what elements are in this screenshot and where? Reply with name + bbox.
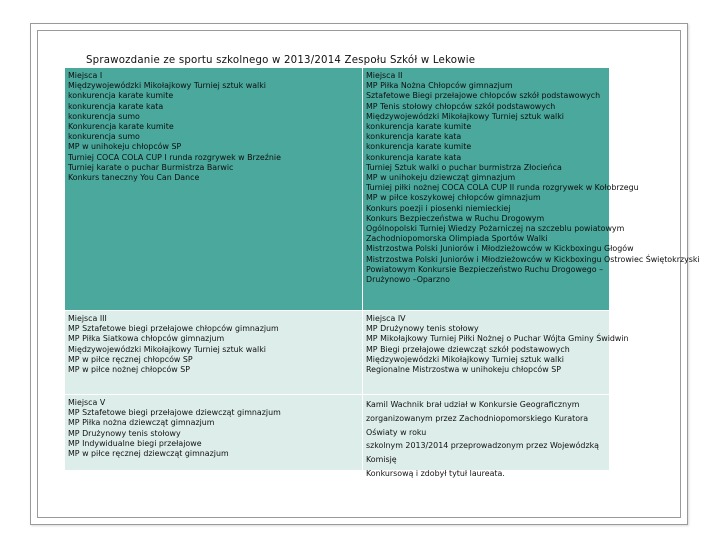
table-cell-line: Miejsca V [68, 398, 106, 407]
table-cell-line: MP Sztafetowe biegi przełajowe dziewcząt gimnazjum [68, 408, 281, 418]
table-cell-line: Mistrzostwa Polski Juniorów i Młodzieżowców w Kickboxingu Ostrowiec Świętokrzyski [366, 254, 700, 264]
slide-title: Sprawozdanie ze sportu szkolnego w 2013/2014 Zespołu Szkół w Lekowie [86, 55, 476, 66]
table-cell-line: konkurencja karate kata [366, 152, 462, 162]
table-cell-line: MP Biegi przełajowe dziewcząt szkół podstawowych [366, 344, 570, 354]
table-cell-line: Turniej COCA COLA CUP I runda rozgrywek w Brzeźnie [68, 152, 281, 162]
table-cell-line: MP Mikołajkowy Turniej Piłki Nożnej o Puchar Wójta Gminy Świdwin [366, 334, 629, 344]
table-cell-line: Konkurs poezji i piosenki niemieckiej [366, 203, 511, 213]
table-cell-first-places [65, 68, 362, 310]
table-cell-laureate-note [363, 395, 609, 478]
table-cell-line: konkurencja karate kata [366, 132, 462, 142]
table-cell-line: Turniej piłki nożnej COCA COLA CUP II runda rozgrywek w Kołobrzegu [366, 183, 639, 193]
table-cell-line: MP Sztafetowe biegi przełajowe chłopców gimnazjum [68, 324, 279, 334]
table-cell-line: Kamil Wachnik brał udział w Konkursie Geograficznym [366, 400, 580, 409]
table-cell-line: Międzywojewódzki Mikołajkowy Turniej sztuk walki [68, 344, 266, 354]
table-cell-line: MP w unihokeju chłopców SP [68, 142, 182, 152]
table-cell-fifth-places [65, 395, 362, 470]
table-cell-line: Zachodniopomorska Olimpiada Sportów Walki [366, 234, 548, 244]
table-cell-line: MP w piłce ręcznej chłopców SP [68, 354, 193, 364]
table-cell-line: Miejsca II [366, 71, 403, 80]
table-cell-line: MP w piłce nożnej chłopców SP [68, 365, 191, 375]
table-cell-line: Drużynowo –Oparzno [366, 275, 450, 285]
table-cell-line: Międzywojewódzki Mikołajkowy Turniej sztuk walki [68, 81, 266, 91]
table-cell-line: Miejsca IV [366, 314, 406, 323]
table-cell-line: MP Piłka nożna dziewcząt gimnazjum [68, 418, 215, 428]
table-cell-line: MP Drużynowy tenis stołowy [68, 428, 181, 438]
table-cell-line: MP Piłka Nożna Chłopców gimnazjum [366, 81, 513, 91]
table-cell-line: Międzywojewódzki Mikołajkowy Turniej sztuk walki [366, 111, 564, 121]
table-cell-line: Turniej Sztuk walki o puchar burmistrza Złocieńca [366, 162, 562, 172]
table-cell-line: Mistrzostwa Polski Juniorów i Młodzieżowców w Kickboxingu Głogów [366, 244, 634, 254]
table-cell-line: konkurencja karate kumite [366, 122, 472, 132]
table-cell-line: Konkurencja karate kumite [68, 122, 174, 132]
table-cell-line: Konkursową i zdobył tytuł laureata. [366, 468, 505, 478]
table-cell-line: MP Tenis stołowy chłopców szkół podstawowych [366, 101, 556, 111]
table-cell-line: szkolnym 2013/2014 przeprowadzonym przez Wojewódzką Komisję [366, 441, 599, 465]
table-cell-line: konkurencja karate kumite [68, 91, 174, 101]
table-cell-line: Miejsca III [68, 314, 107, 323]
table-cell-line: MP w piłce koszykowej chłopców gimnazjum [366, 193, 541, 203]
table-cell-fourth-places [363, 311, 629, 394]
table-cell-line: MP w piłce ręcznej dziewcząt gimnazjum [68, 449, 229, 459]
table-cell-line: MP Indywidualne biegi przełajowe [68, 438, 202, 448]
table-cell-line: zorganizowanym przez Zachodniopomorskiego Kuratora Oświaty w roku [366, 413, 589, 437]
table-cell-line: konkurencja sumo [68, 132, 140, 142]
table-cell-line: MP w unihokeju dziewcząt gimnazjum [366, 173, 516, 183]
table-cell-line: konkurencja karate kumite [366, 142, 472, 152]
table-cell-second-places [363, 68, 700, 310]
results-table [65, 68, 700, 478]
table-cell-line: Międzywojewódzki Mikołajkowy Turniej sztuk walki [366, 354, 564, 364]
table-cell-line: Turniej karate o puchar Burmistrza Barwic [68, 162, 234, 172]
table-cell-line: konkurencja karate kata [68, 101, 164, 111]
table-cell-line: Powiatowym Konkursie Bezpieczeństwo Ruchu Drogowego – [366, 264, 604, 274]
table-cell-line: Regionalne Mistrzostwa w unihokeju chłopców SP [366, 365, 561, 375]
table-cell-third-places [65, 311, 362, 394]
table-cell-line: konkurencja sumo [68, 111, 140, 121]
table-cell-line: Sztafetowe Biegi przełajowe chłopców szkół podstawowych [366, 91, 601, 101]
table-cell-line: Miejsca I [68, 71, 103, 80]
table-cell-line: Konkurs taneczny You Can Dance [68, 173, 200, 183]
table-cell-line: Ogólnopolski Turniej Wiedzy Pożarniczej na szczeblu powiatowym [366, 224, 625, 234]
table-cell-line: MP Drużynowy tenis stołowy [366, 324, 479, 334]
table-cell-line: MP Piłka Siatkowa chłopców gimnazjum [68, 334, 225, 344]
table-cell-line: Konkurs Bezpieczeństwa w Ruchu Drogowym [366, 213, 545, 223]
